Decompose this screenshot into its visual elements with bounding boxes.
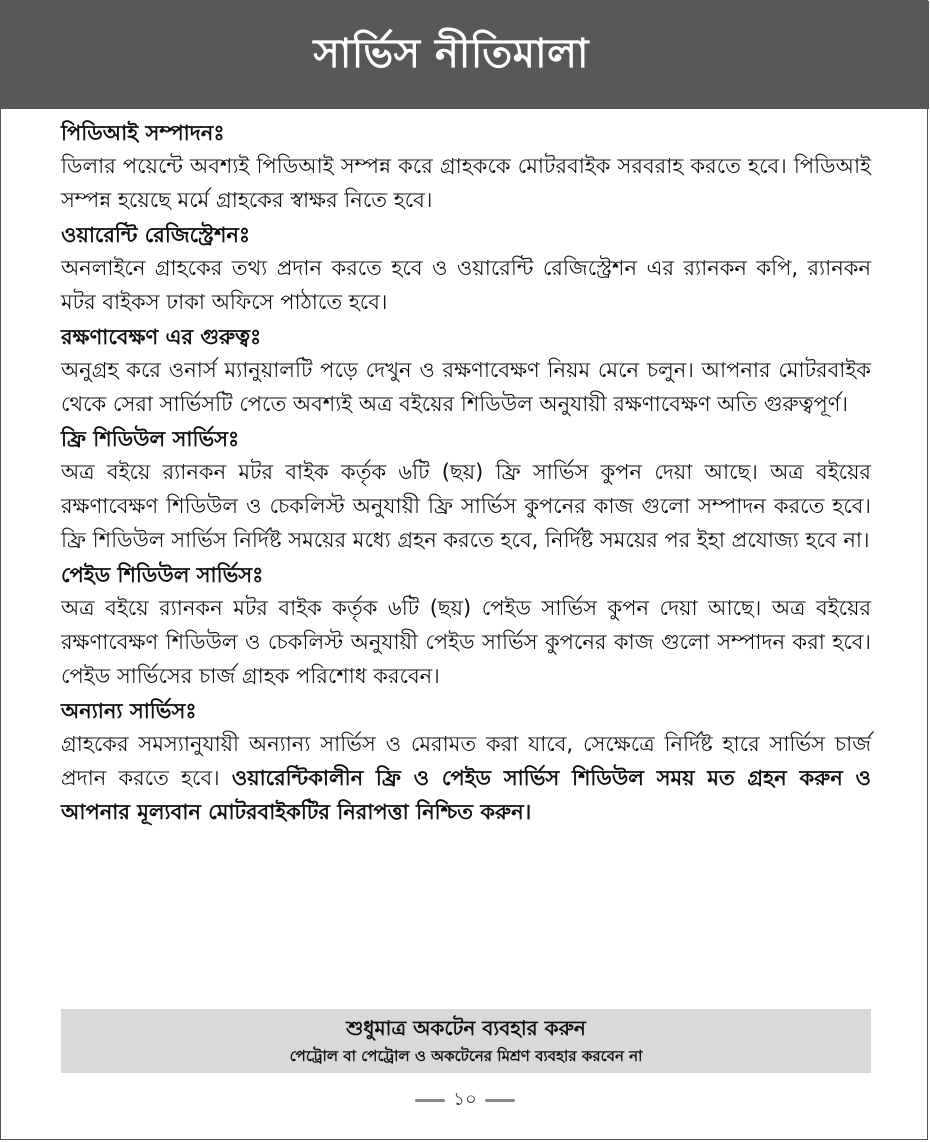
- section-body: অনলাইনে গ্রাহকের তথ্য প্রদান করতে হবে ও ওয়ারেন্টি রেজিস্ট্রেশন এর র‍্যানকন কপি, র‍্যানকন মটর বাইকস ঢাকা অফিসে পাঠাতে হবে।: [61, 256, 871, 314]
- section-heading: ওয়ারেন্টি রেজিস্ট্রেশনঃ: [61, 223, 251, 247]
- section-paid-schedule-service: [61, 559, 871, 693]
- section-body-emphasis: ওয়ারেন্টিকালীন ফ্রি ও পেইড সার্ভিস শিডিউল সময় মত গ্রহন করুন ও আপনার মূল্যবান মোটরবাইকটির নিরাপত্তা নিশ্চিত করুন।: [61, 766, 871, 824]
- section-warranty-registration: [61, 219, 871, 319]
- section-heading: অন্যান্য সার্ভিসঃ: [61, 699, 197, 723]
- octane-notice-banner: [61, 1009, 871, 1073]
- page-number-footer: [1, 1085, 929, 1115]
- page-number-right-ornament: [485, 1099, 515, 1102]
- section-body: ডিলার পয়েন্টে অবশ্যই পিডিআই সম্পন্ন করে গ্রাহককে মোটরবাইক সরবরাহ করতে হবে। পিডিআই সম্পন্ন হয়েছে মর্মে গ্রাহকের স্বাক্ষর নিতে হবে।: [61, 154, 871, 212]
- section-maintenance-importance: [61, 321, 871, 421]
- page-number: ১০: [453, 1088, 477, 1110]
- section-body: [61, 727, 871, 829]
- section-pdi: [61, 117, 871, 217]
- section-heading: ফ্রি শিডিউল সার্ভিসঃ: [61, 427, 240, 451]
- page-header: [1, 1, 929, 109]
- page-number-left-ornament: [415, 1099, 445, 1102]
- section-body: অত্র বইয়ে র‍্যানকন মটর বাইক কর্তৃক ৬টি (ছয়) পেইড সার্ভিস কুপন দেয়া আছে। অত্র বইয়ের রক্ষণাবেক্ষণ শিডিউল ও চেকলিস্ট অনুযায়ী পেইড সার্ভিস কুপনের কাজ গুলো সম্পাদন করা হবে। পেইড সার্ভিসের চার্জ গ্রাহক পরিশোধ করবেন।: [61, 596, 871, 688]
- banner-subline: পেট্রোল বা পেট্রোল ও অকটেনের মিশ্রণ ব্যবহার করবেন না: [289, 1047, 643, 1065]
- section-heading: পিডিআই সম্পাদনঃ: [61, 121, 225, 145]
- section-body-plain: গ্রাহকের সমস্যানুযায়ী অন্যান্য সার্ভিস ও মেরামত করা যাবে, সেক্ষেত্রে নির্দিষ্ট হারে সার্ভিস চার্জ প্রদান করতে হবে।: [61, 732, 871, 790]
- section-heading: রক্ষণাবেক্ষণ এর গুরুত্বঃ: [61, 325, 262, 349]
- section-body: অত্র বইয়ে র‍্যানকন মটর বাইক কর্তৃক ৬টি (ছয়) ফ্রি সার্ভিস কুপন দেয়া আছে। অত্র বইয়ের রক্ষণাবেক্ষণ শিডিউল ও চেকলিস্ট অনুযায়ী ফ্রি সার্ভিস কুপনের কাজ গুলো সম্পাদন করতে হবে। ফ্রি শিডিউল সার্ভিস নির্দিষ্ট সময়ের মধ্যে গ্রহন করতে হবে, নির্দিষ্ট সময়ের পর ইহা প্রযোজ্য হবে না।: [61, 460, 871, 552]
- section-other-services: [61, 695, 871, 829]
- section-heading: পেইড শিডিউল সার্ভিসঃ: [61, 563, 264, 587]
- section-free-schedule-service: [61, 423, 871, 557]
- banner-headline: শুধুমাত্র অকটেন ব্যবহার করুন: [346, 1016, 586, 1040]
- section-body: অনুগ্রহ করে ওনার্স ম্যানুয়ালটি পড়ে দেখুন ও রক্ষণাবেক্ষণ নিয়ম মেনে চলুন। আপনার মোটরবাইক থেকে সেরা সার্ভিসটি পেতে অবশ্যই অত্র বইয়ের শিডিউল অনুযায়ী রক্ষণাবেক্ষণ অতি গুরুত্বপূর্ণ।: [61, 358, 871, 416]
- policy-content: [61, 117, 871, 831]
- page-title: সার্ভিস নীতিমালা: [313, 30, 589, 77]
